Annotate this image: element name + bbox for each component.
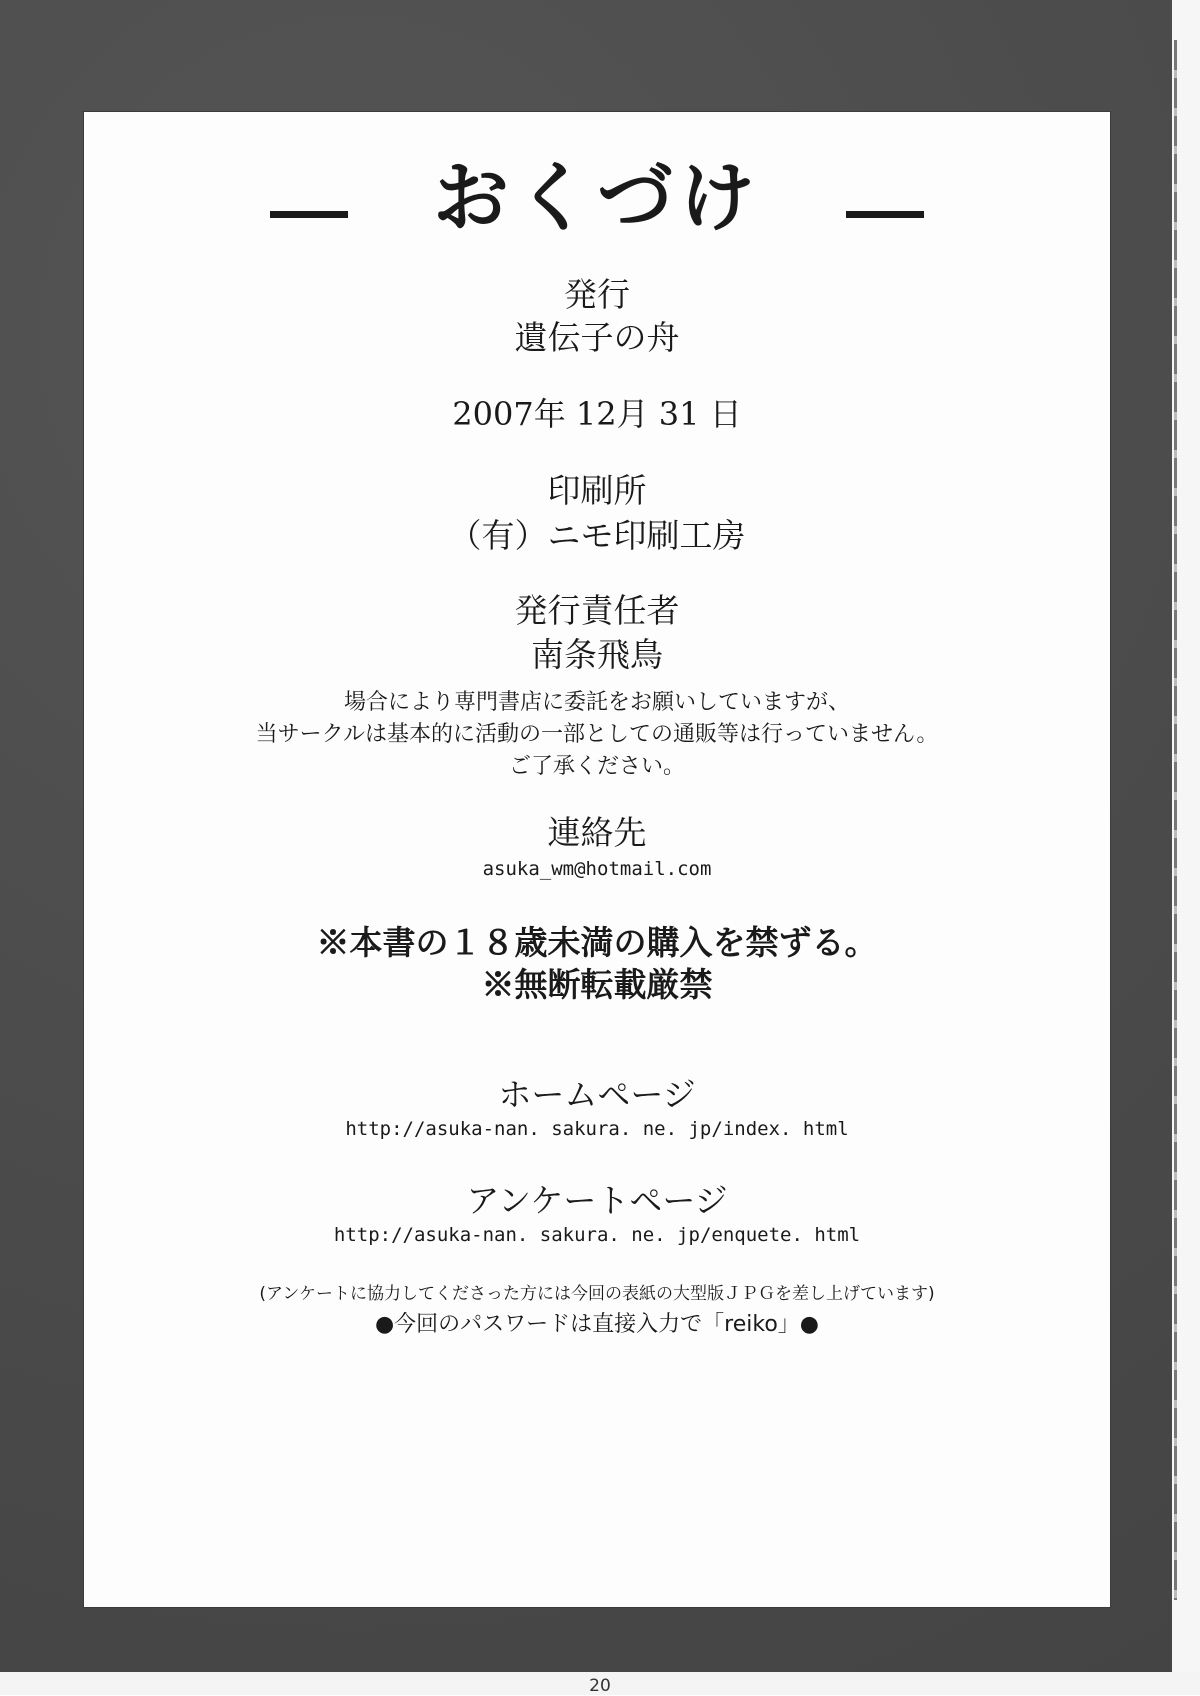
survey-note: (アンケートに協力してくださった方には今回の表紙の大型版ＪＰＧを差し上げています) (259, 1284, 935, 1304)
responsible-name: 南条飛鳥 (531, 635, 663, 674)
page-edge (1172, 0, 1200, 1695)
password-note: ●今回のパスワードは直接入力で「reiko」● (374, 1312, 820, 1337)
heading-dash-left (270, 211, 348, 218)
contact-label: 連絡先 (547, 813, 647, 852)
heading-dash-right (846, 211, 924, 218)
responsible-label: 発行責任者 (514, 591, 680, 630)
publisher-name: 遺伝子の舟 (514, 318, 680, 357)
survey-label: アンケートページ (466, 1181, 728, 1220)
homepage-label: ホームページ (498, 1075, 696, 1114)
publication-date: 2007年 12月 31 日 (452, 395, 742, 433)
page-title: おくづけ (433, 153, 761, 242)
reprint-warning: ※無断転載厳禁 (481, 965, 713, 1004)
printer-name: （有）ニモ印刷工房 (448, 516, 746, 555)
notice-line: ご了承ください。 (508, 754, 685, 779)
colophon-heading (84, 148, 1110, 248)
homepage-url[interactable]: http://asuka-nan. sakura. ne. jp/index. html (345, 1118, 849, 1140)
notice-line: 当サークルは基本的に活動の一部としての通販等は行っていません。 (255, 722, 939, 747)
survey-url[interactable]: http://asuka-nan. sakura. ne. jp/enquete. html (333, 1224, 861, 1246)
colophon-panel (84, 112, 1110, 1607)
publisher-label: 発行 (564, 275, 630, 314)
age-warning: ※本書の１８歳未満の購入を禁ずる。 (316, 923, 878, 962)
notice-line: 場合により専門書店に委託をお願いしていますが、 (343, 690, 850, 715)
page-number: 20 (589, 1676, 611, 1696)
contact-email[interactable]: asuka_wm@hotmail.com (482, 858, 712, 880)
printer-label: 印刷所 (547, 471, 647, 510)
